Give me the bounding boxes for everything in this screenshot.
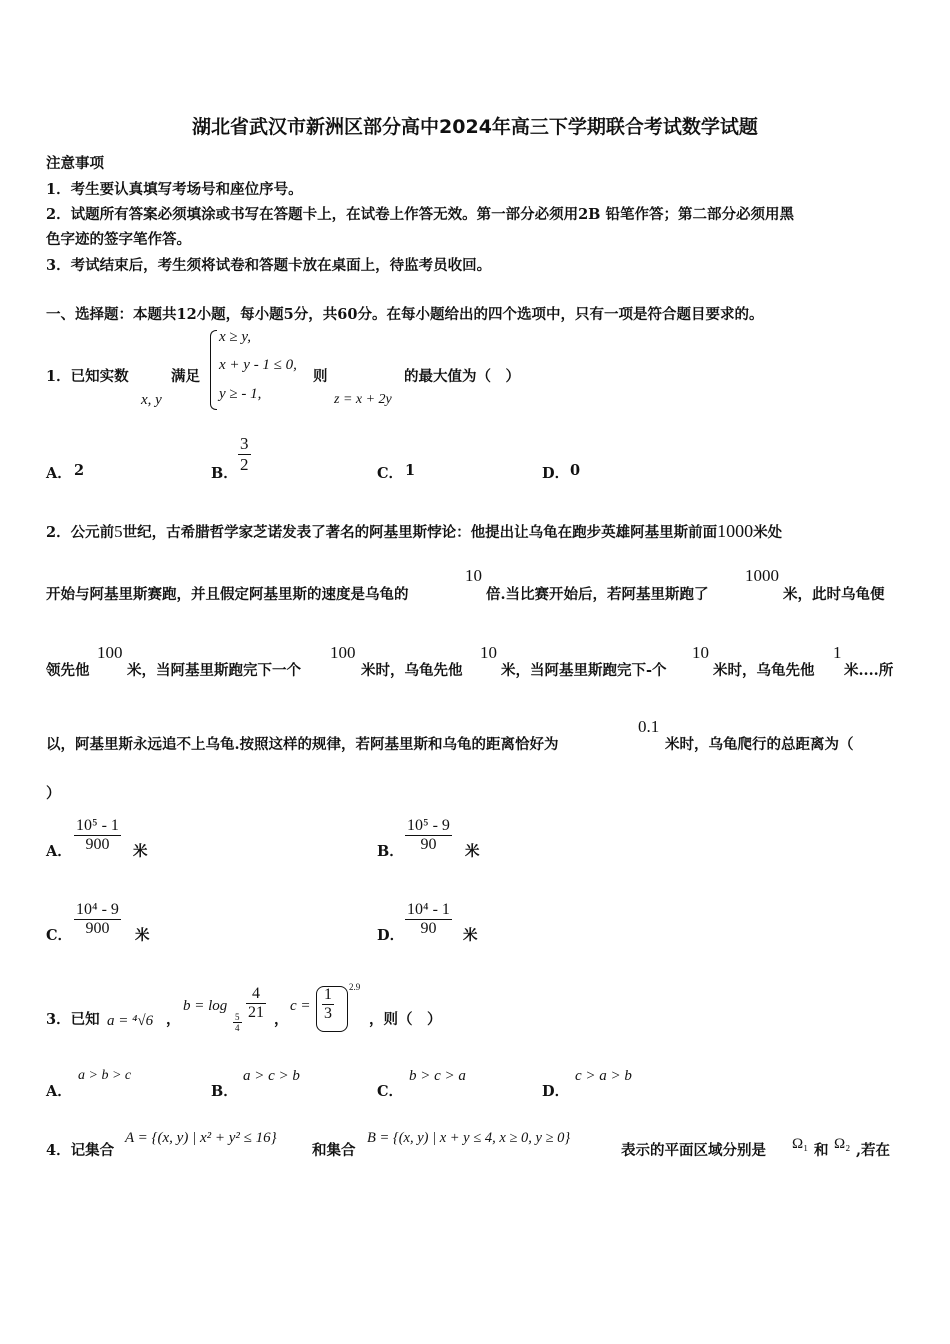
q2-option-a-fraction <box>74 817 121 854</box>
q3-b-base-num: 5 <box>235 1012 240 1022</box>
q2-option-d-den: 90 <box>405 919 452 938</box>
section-heading: 一、选择题：本题共12小题，每小题5分，共60分。在每小题给出的四个选项中，只有一项是符合题目要求的。 <box>46 306 764 323</box>
q2-l3a: 领先他 <box>46 662 90 679</box>
q3-comma-2: ， <box>274 1011 289 1028</box>
q1-stem-b: 满足 <box>171 368 200 385</box>
q4-stem-b: 和集合 <box>312 1142 356 1159</box>
q2-option-b-num: 10⁵ - 9 <box>407 817 450 834</box>
notice-item-2a: 2．试题所有答案必须填涂或书写在答题卡上，在试卷上作答无效。第一部分必须用2B 铅笔作答；第二部分必须用黑 <box>46 206 794 223</box>
q1-stem-a: 1．已知实数 <box>46 368 129 385</box>
q3-stem-b: ，则（ ） <box>369 1011 442 1028</box>
q2-n5: 5 <box>114 522 123 541</box>
q3-b-base-den: 4 <box>235 1023 240 1033</box>
q3-b-base <box>233 1012 242 1033</box>
q4-stem-a: 4．记集合 <box>46 1142 115 1159</box>
q2-n1: 1 <box>833 643 842 662</box>
q2-option-d-num: 10⁴ - 1 <box>407 901 450 918</box>
q2-l2a: 开始与阿基里斯赛跑，并且假定阿基里斯的速度是乌龟的 <box>46 586 409 603</box>
q2-option-b-fraction <box>405 817 452 854</box>
q3-c-fraction <box>322 986 334 1023</box>
q3-b-num: 4 <box>252 985 260 1002</box>
q2-l3b: 米，当阿基里斯跑完下一个 <box>127 662 301 679</box>
q4-stem-e: ,若在 <box>856 1142 891 1159</box>
q1-brace <box>210 330 217 410</box>
q3-option-d-value: c > a > b <box>575 1068 632 1084</box>
q1-stem-c: 则 <box>313 368 328 385</box>
q1-option-b-den: 2 <box>240 455 249 474</box>
q4-set-b: B = {(x, y) | x + y ≤ 4, x ≥ 0, y ≥ 0} <box>367 1130 571 1146</box>
q2-n10a: 10 <box>465 566 482 585</box>
q2-option-b-unit: 米 <box>465 843 480 860</box>
q3-option-b-label: B． <box>211 1083 238 1100</box>
q2-option-a-unit: 米 <box>133 843 148 860</box>
q2-l3c: 米时，乌龟先他 <box>361 662 463 679</box>
q3-c-lhs: c = <box>290 998 311 1014</box>
notice-item-2b: 色字迹的签字笔作答。 <box>46 231 191 248</box>
q1-option-a-value: 2 <box>74 462 85 479</box>
q2-n1000b: 1000 <box>745 566 779 585</box>
q2-l4a: 以，阿基里斯永远追不上乌龟.按照这样的规律，若阿基里斯和乌龟的距离恰好为 <box>46 736 559 753</box>
q3-option-b-value: a > c > b <box>243 1068 300 1084</box>
q4-omega-2: Ω₂ <box>834 1136 851 1152</box>
q3-option-c-label: C． <box>377 1083 404 1100</box>
q3-c-num: 1 <box>324 986 332 1003</box>
q2-option-b-den: 90 <box>405 835 452 854</box>
notice-item-3: 3．考试结束后，考生须将试卷和答题卡放在桌面上，待监考员收回。 <box>46 257 492 274</box>
notice-item-1: 1．考生要认真填写考场号和座位序号。 <box>46 181 303 198</box>
q1-stem-d: 的最大值为（ ） <box>404 368 520 385</box>
q2-n10b: 10 <box>480 643 497 662</box>
q1-option-a-label: A． <box>46 465 72 482</box>
q2-n100b: 100 <box>330 643 356 662</box>
q4-set-a: A = {(x, y) | x² + y² ≤ 16} <box>125 1130 277 1146</box>
q2-option-c-label: C． <box>46 927 73 944</box>
q2-l2c: 米，此时乌龟便 <box>783 586 885 603</box>
q1-option-b-label: B． <box>211 465 238 482</box>
q1-option-c-value: 1 <box>405 462 416 479</box>
q3-option-c-value: b > c > a <box>409 1068 466 1084</box>
q3-c-exp: 2.9 <box>349 982 361 992</box>
q1-option-d-label: D． <box>542 465 570 482</box>
q3-comma-1: ， <box>166 1011 181 1028</box>
q2-l4b: 米时，乌龟爬行的总距离为（ <box>665 736 854 753</box>
q4-stem-d: 和 <box>814 1142 829 1159</box>
q2-option-a-den: 900 <box>74 835 121 854</box>
q2-n01: 0.1 <box>638 717 660 736</box>
q2-l2b: 倍.当比赛开始后，若阿基里斯跑了 <box>486 586 709 603</box>
q2-line1 <box>46 521 782 542</box>
q3-option-d-label: D． <box>542 1083 570 1100</box>
q1-objective: z = x + 2y <box>334 392 392 407</box>
q2-n100a: 100 <box>97 643 123 662</box>
q2-n10c: 10 <box>692 643 709 662</box>
q4-stem-c: 表示的平面区域分别是 <box>621 1142 766 1159</box>
q2-option-d-fraction <box>405 901 452 938</box>
q2-l1a: 2．公元前 <box>46 524 115 541</box>
q3-stem-a: 3．已知 <box>46 1011 100 1028</box>
q2-option-c-num: 10⁴ - 9 <box>76 901 119 918</box>
q2-option-d-unit: 米 <box>463 927 478 944</box>
q1-constraint-1: x ≥ y, <box>219 329 251 345</box>
q4-omega-1: Ω₁ <box>792 1136 809 1152</box>
q2-option-c-unit: 米 <box>135 927 150 944</box>
notice-heading: 注意事项 <box>46 155 104 172</box>
q2-option-d-label: D． <box>377 927 405 944</box>
q2-option-c-fraction <box>74 901 121 938</box>
q2-l1b: 世纪，古希腊哲学家芝诺发表了著名的阿基里斯悖论：他提出让乌龟在跑步英雄阿基里斯前面 <box>122 524 718 541</box>
q2-l3d: 米，当阿基里斯跑完下-个 <box>501 662 667 679</box>
q3-b-fraction <box>246 985 266 1022</box>
q2-l3e: 米时，乌龟先他 <box>713 662 815 679</box>
q1-option-b-num: 3 <box>240 434 249 453</box>
q1-option-c-label: C． <box>377 465 404 482</box>
q2-l3f: 米....所 <box>844 662 894 679</box>
q3-option-a-label: A． <box>46 1083 72 1100</box>
q2-n1000a: 1000 <box>717 521 754 541</box>
q2-l1c: 米处 <box>753 524 783 541</box>
q1-constraint-2: x + y - 1 ≤ 0, <box>219 357 297 373</box>
q2-option-a-label: A． <box>46 843 72 860</box>
q2-option-b-label: B． <box>377 843 404 860</box>
q2-option-c-den: 900 <box>74 919 121 938</box>
exam-title: 湖北省武汉市新洲区部分高中2024年高三下学期联合考试数学试题 <box>192 116 758 138</box>
q2-option-a-num: 10⁵ - 1 <box>76 817 119 834</box>
q1-vars: x, y <box>141 392 162 408</box>
q3-option-a-value: a > b > c <box>78 1068 132 1083</box>
q2-l5: ） <box>46 785 61 802</box>
q3-a-expr: a = ⁴√6 <box>107 1013 154 1029</box>
q1-option-d-value: 0 <box>570 462 581 479</box>
q1-constraint-3: y ≥ - 1, <box>219 386 262 402</box>
q1-option-b-fraction <box>238 434 251 475</box>
q3-b-lhs: b = log <box>183 998 228 1014</box>
q3-c-den: 3 <box>324 1005 332 1022</box>
q3-b-den: 21 <box>248 1004 264 1021</box>
